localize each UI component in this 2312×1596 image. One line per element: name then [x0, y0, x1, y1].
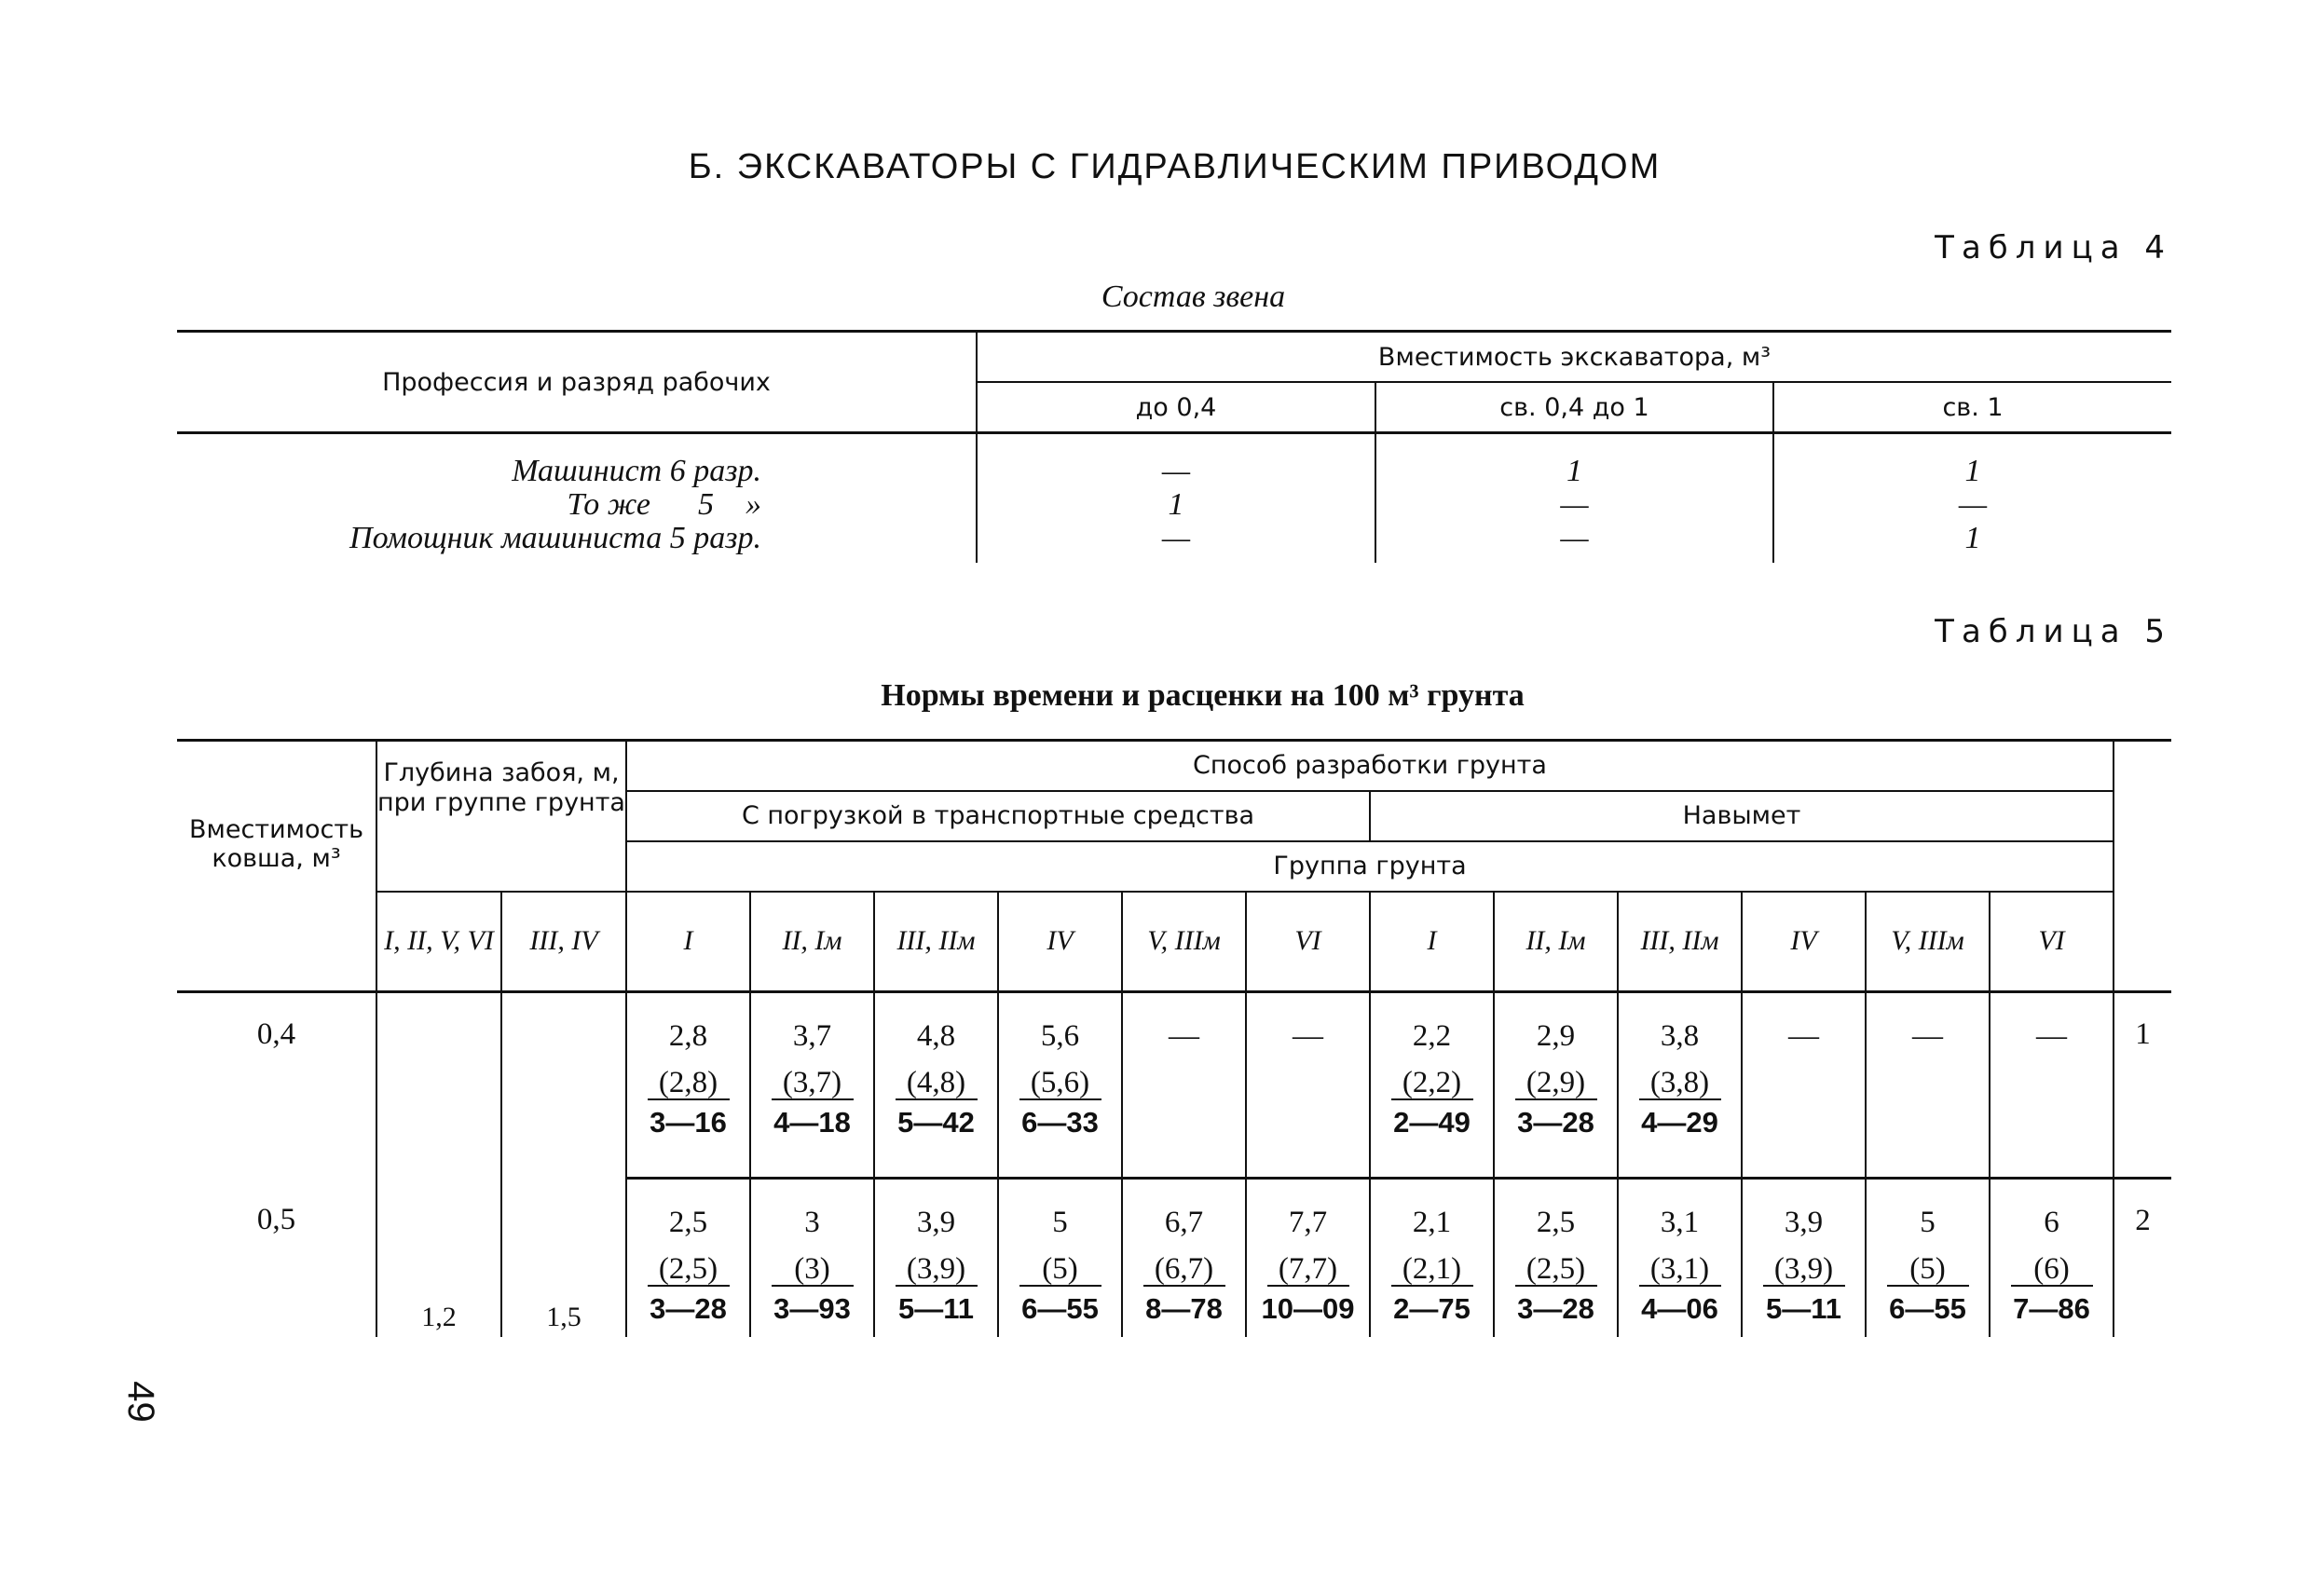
time-norm-alt: (5) — [1887, 1253, 1969, 1287]
norm-cell — [1246, 1179, 1370, 1337]
header-method: Способ разработки грунта — [626, 741, 2114, 791]
time-norm-alt: (2,5) — [648, 1253, 730, 1287]
norm-cell — [1618, 1179, 1742, 1337]
time-norm-alt: (2,2) — [1391, 1067, 1473, 1100]
soil-group-col: IV — [1742, 892, 1866, 992]
norm-cell — [1990, 1179, 2114, 1337]
norm-cell — [1246, 992, 1370, 1179]
time-norm: 3,1 — [1660, 1206, 1700, 1239]
rate: 4—18 — [773, 1106, 851, 1139]
depth-cell — [376, 992, 501, 1179]
capacity-col-3 — [1773, 433, 2171, 564]
header-method-dump: Навымет — [1370, 791, 2114, 841]
table4-label: Таблица 4 — [1935, 229, 2172, 266]
table-row — [177, 992, 2171, 1179]
header-bucket-text: Вместимость ковша, м³ — [189, 815, 363, 874]
norm-cell — [1494, 1179, 1618, 1337]
table-cell: — — [1161, 521, 1191, 555]
header-depth: Глубина забоя, м, при группе грунта — [376, 741, 626, 892]
time-norm: 2,8 — [668, 1019, 708, 1053]
rate: 3—93 — [773, 1292, 851, 1325]
time-norm: — — [1169, 1019, 1199, 1053]
rate: 3—28 — [1517, 1292, 1594, 1325]
table4-caption: Состав звена — [1101, 280, 1286, 314]
table-cell: — — [1958, 487, 1988, 522]
norm-cell — [1990, 992, 2114, 1179]
soil-group-col: IV — [998, 892, 1122, 992]
norm-cell — [626, 992, 750, 1179]
profession-name: То же 5 » — [567, 487, 761, 522]
time-norm-alt: (7,7) — [1267, 1253, 1349, 1287]
depth-group-1: I, II, V, VI — [376, 892, 501, 992]
section-title: Б. ЭКСКАВАТОРЫ С ГИДРАВЛИЧЕСКИМ ПРИВОДОМ — [688, 147, 1662, 186]
time-norm: 2,9 — [1536, 1019, 1576, 1053]
header-bucket — [177, 741, 376, 892]
page-number: 49 — [119, 1381, 161, 1423]
norm-cell — [1122, 992, 1246, 1179]
rate: 7—86 — [2013, 1292, 2090, 1325]
time-norm: 3,9 — [1784, 1206, 1824, 1239]
rate: 3—28 — [650, 1292, 727, 1325]
time-norm: 6 — [2044, 1206, 2059, 1239]
norm-cell — [626, 1179, 750, 1337]
norm-cell — [1370, 992, 1494, 1179]
soil-group-col: I — [1370, 892, 1494, 992]
rate: 4—29 — [1641, 1106, 1718, 1139]
rate: 6—55 — [1889, 1292, 1966, 1325]
time-norm-alt: (3) — [772, 1253, 854, 1287]
rate: 4—06 — [1641, 1292, 1718, 1325]
norm-cell — [750, 1179, 874, 1337]
rate: 5—11 — [897, 1292, 974, 1325]
time-norm: 5,6 — [1040, 1019, 1080, 1053]
table-row — [177, 1179, 2171, 1337]
header-profession: Профессия и разряд рабочих — [177, 332, 977, 433]
rate: 10—09 — [1261, 1292, 1355, 1325]
time-norm-alt: (2,9) — [1515, 1067, 1597, 1100]
time-norm-alt: (5) — [1019, 1253, 1101, 1287]
table-5 — [177, 739, 2171, 1337]
table-4 — [177, 330, 2171, 563]
time-norm: 5 — [1052, 1206, 1068, 1239]
table-cell: — — [1560, 487, 1589, 522]
norm-cell — [1866, 1179, 1990, 1337]
norm-cell — [1122, 1179, 1246, 1337]
time-norm-alt: (2,5) — [1515, 1253, 1597, 1287]
soil-group-col: III, IIм — [874, 892, 998, 992]
soil-group-col: II, Iм — [1494, 892, 1618, 992]
table-cell: 1 — [1964, 454, 1981, 488]
time-norm: 2,2 — [1412, 1019, 1452, 1053]
depth-group-2: III, IV — [501, 892, 626, 992]
rate: 5—11 — [1765, 1292, 1841, 1325]
depth-cell — [501, 992, 626, 1179]
rate: 6—33 — [1021, 1106, 1099, 1139]
time-norm: 5 — [1920, 1206, 1936, 1239]
bucket-capacity: 0,5 — [256, 1202, 296, 1236]
rate: 2—75 — [1393, 1292, 1471, 1325]
time-norm-alt: (3,7) — [772, 1067, 854, 1100]
time-norm: 7,7 — [1288, 1206, 1328, 1239]
profession-name: Машинист 6 разр. — [512, 454, 761, 488]
subheader-capacity-1: до 0,4 — [977, 382, 1375, 433]
time-norm: 6,7 — [1164, 1206, 1204, 1239]
time-norm-alt: (3,9) — [1763, 1253, 1845, 1287]
time-norm: 2,5 — [1536, 1206, 1576, 1239]
rate: 3—16 — [650, 1106, 727, 1139]
subheader-capacity-2: св. 0,4 до 1 — [1375, 382, 1773, 433]
bucket-capacity: 0,4 — [256, 1017, 296, 1051]
norm-cell — [1866, 992, 1990, 1179]
header-bucket-cont — [177, 892, 376, 992]
time-norm-alt: (5,6) — [1019, 1067, 1101, 1100]
time-norm-alt: (2,8) — [648, 1067, 730, 1100]
soil-group-col: I — [626, 892, 750, 992]
time-norm: 3,7 — [792, 1019, 832, 1053]
rate: 2—49 — [1393, 1106, 1471, 1139]
norm-cell — [1742, 992, 1866, 1179]
time-norm: 2,1 — [1412, 1206, 1452, 1239]
table-cell: — — [1560, 521, 1589, 555]
norm-cell — [874, 992, 998, 1179]
table-cell: 1 — [1566, 454, 1582, 488]
time-norm: 3,9 — [916, 1206, 956, 1239]
rate: 5—42 — [897, 1106, 975, 1139]
norm-cell — [874, 1179, 998, 1337]
time-norm: 3,8 — [1660, 1019, 1700, 1053]
norm-cell — [1494, 992, 1618, 1179]
time-norm: — — [1293, 1019, 1323, 1053]
time-norm-alt: (2,1) — [1391, 1253, 1473, 1287]
capacity-col-1 — [977, 433, 1375, 564]
norm-cell — [998, 992, 1122, 1179]
header-capacity: Вместимость экскаватора, м³ — [977, 332, 2171, 383]
norm-cell — [1370, 1179, 1494, 1337]
soil-group-col: III, IIм — [1618, 892, 1742, 992]
table-cell: 1 — [1964, 521, 1981, 555]
depth-cell: 1,5 — [501, 1179, 626, 1337]
time-norm: — — [1788, 1019, 1819, 1053]
soil-group-col: V, IIIм — [1122, 892, 1246, 992]
subheader-capacity-3: св. 1 — [1942, 392, 2004, 422]
row-number: 2 — [2114, 1179, 2171, 1337]
rate: 3—28 — [1517, 1106, 1594, 1139]
depth-cell: 1,2 — [376, 1179, 501, 1337]
profession-list — [177, 433, 977, 564]
rate: 8—78 — [1145, 1292, 1223, 1325]
time-norm: 3 — [804, 1206, 820, 1239]
header-method-loading: С погрузкой в транспортные средства — [626, 791, 1370, 841]
table-cell: 1 — [1168, 487, 1184, 522]
header-row-no — [2114, 741, 2171, 992]
norm-cell — [1618, 992, 1742, 1179]
norm-cell — [998, 1179, 1122, 1337]
table-cell: — — [1161, 454, 1191, 488]
soil-group-col: VI — [1246, 892, 1370, 992]
norm-cell — [750, 992, 874, 1179]
time-norm: — — [1912, 1019, 1943, 1053]
soil-group-col: II, Iм — [750, 892, 874, 992]
soil-group-col: V, IIIм — [1866, 892, 1990, 992]
time-norm-alt: (3,8) — [1639, 1067, 1721, 1100]
time-norm-alt: (6) — [2011, 1253, 2093, 1287]
capacity-col-2 — [1375, 433, 1773, 564]
soil-group-col: VI — [1990, 892, 2114, 992]
table5-caption: Нормы времени и расценки на 100 м³ грунта — [881, 678, 1525, 713]
time-norm: — — [2036, 1019, 2067, 1053]
time-norm: 2,5 — [668, 1206, 708, 1239]
time-norm-alt: (3,9) — [896, 1253, 978, 1287]
row-number: 1 — [2135, 1017, 2151, 1051]
table5-label: Таблица 5 — [1935, 613, 2172, 650]
time-norm-alt: (4,8) — [896, 1067, 978, 1100]
time-norm: 4,8 — [916, 1019, 956, 1053]
header-soil-group: Группа грунта — [626, 841, 2114, 892]
rate: 6—55 — [1021, 1292, 1099, 1325]
time-norm-alt: (6,7) — [1143, 1253, 1225, 1287]
profession-name: Помощник машиниста 5 разр. — [349, 521, 761, 555]
time-norm-alt: (3,1) — [1639, 1253, 1721, 1287]
norm-cell — [1742, 1179, 1866, 1337]
